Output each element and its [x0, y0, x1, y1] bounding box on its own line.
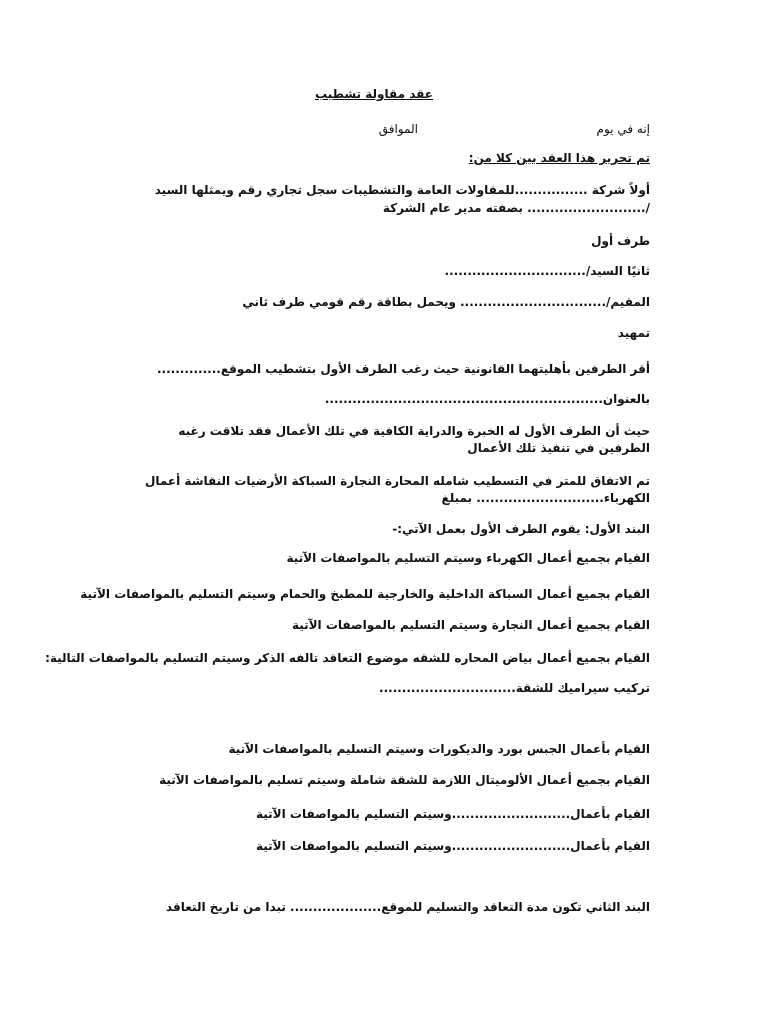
clause-1-item: القيام بجميع أعمال الألوميتال اللازمة للشقة شاملة وسيتم تسليم بالمواصفات الآتية — [159, 773, 650, 787]
clause-1-item: القيام بأعمال..........................وسيتم التسليم بالمواصفات الآتية — [256, 807, 650, 821]
preamble-paragraph-1: أقر الطرفين بأهليتهما القانونية حيث رغب الطرف الأول بتشطيب الموقع.............. — [157, 362, 650, 376]
first-party-line-2: /.......................... بصفته مدير عام الشركة — [382, 201, 650, 215]
first-party-line-1: أولاً شركة ................للمقاولات العامة والتشطيبات سجل تجاري رقم ويمثلها السيد — [154, 183, 650, 197]
clause-1-item: القيام بأعمال..........................وسيتم التسليم بالمواصفات الآتية — [256, 839, 650, 853]
preamble-paragraph-2: بالعنوان............................................................. — [324, 392, 650, 406]
second-party-line-2: المقيم/................................ ويحمل بطاقة رقم قومي طرف ثاني — [242, 295, 650, 309]
clause-1-item: القيام بجميع أعمال النجارة وسيتم التسليم بالمواصفات الآتية — [291, 618, 650, 632]
clause-2: البند الثاني تكون مدة التعاقد والتسليم للموقع.................... تبدا من تاريخ التعاقد — [165, 900, 650, 914]
clause-1-heading: البند الأول: يقوم الطرف الأول بعمل الآتي:- — [392, 522, 650, 536]
date-day-label: إنه في يوم — [596, 122, 650, 136]
preamble-paragraph-3: حيث أن الطرف الأول له الخبرة والدراية الكافية في تلك الأعمال فقد تلاقت رغبه الطرفين في تنفيذ تلك الأعمال — [178, 424, 650, 455]
clause-1-item: القيام بجميع أعمال الكهرباء وسيتم التسليم بالمواصفات الآتية — [286, 551, 650, 565]
clause-1-item: القيام بجميع أعمال السباكة الداخلية والخارجية للمطبخ والحمام وسيتم التسليم بالمواصفات الآتية — [80, 587, 650, 601]
preamble-heading: تمهيد — [617, 326, 650, 340]
parties-intro: تم تحرير هذا العقد بين كلا من: — [468, 151, 650, 165]
date-corresponding-label: الموافق — [378, 122, 418, 136]
first-party-label: طرف أول — [591, 234, 650, 248]
clause-1-item: القيام بأعمال الجبس بورد والديكورات وسيتم التسليم بالمواصفات الآتية — [228, 742, 650, 756]
second-party-line-1: ثانيًا السيد/............................... — [444, 264, 650, 278]
clause-1-item: القيام بجميع أعمال بياض المحاره للشقه موضوع التعاقد تالفه الذكر وسيتم التسليم بالمواصفات التالية: — [45, 651, 650, 665]
preamble-paragraph-4: تم الاتفاق للمتر في التسطيب شامله المحارة النجارة السباكة الأرضيات النقاشة أعمال الكهرباء............................ بمبلغ — [144, 474, 650, 505]
contract-title: عقد مقاولة تشطيب — [315, 87, 433, 101]
clause-1-item: تركيب سيراميك للشقة.............................. — [379, 681, 650, 695]
